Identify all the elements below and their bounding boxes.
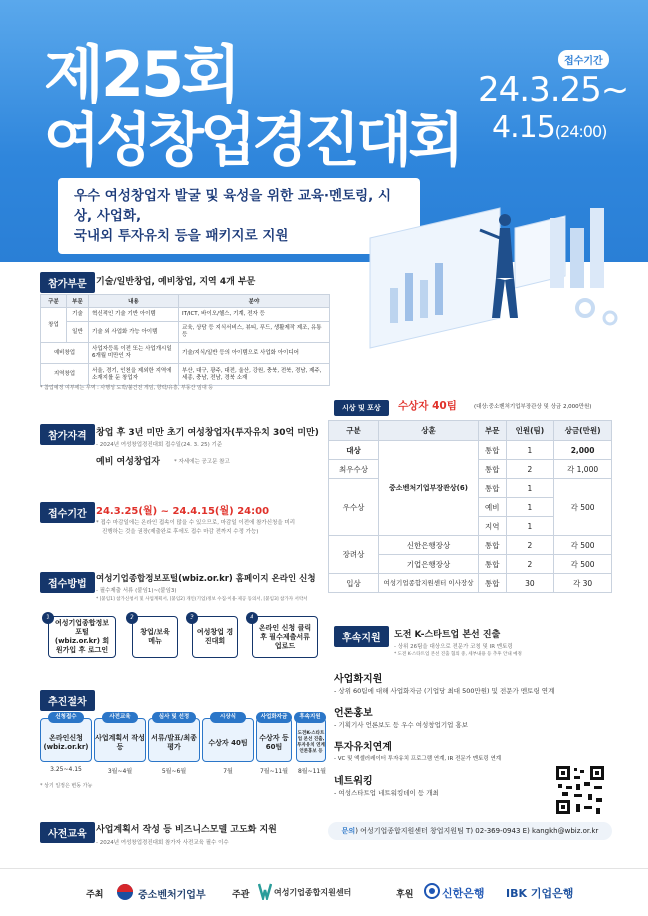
qualification-line1: 창업 후 3년 미만 초기 여성창업자(투자유치 30억 미만) <box>96 428 319 438</box>
table-cell: 각 30 <box>554 574 612 593</box>
table-cell: 통합 <box>479 460 507 479</box>
reception-tag: 접수기간 <box>40 502 95 523</box>
table-cell: 기술/지식/일반 등의 아이템으로 사업화 아이디어 <box>179 343 330 364</box>
followup-section-desc: - 상위 60팀에 대해 사업화자금 (기업당 최대 500만원) 및 전문가 멘토링 연계 <box>334 687 555 695</box>
step-number: 2 <box>126 612 138 624</box>
footer-organizer-label: 주관 <box>232 890 250 900</box>
method-note2: * [붙임1] 참가신청서 및 사업계획서, [붙임2] 개인(기업)정보 수집·이용·제공 동의서, [붙임3] 참가자 서약서 <box>96 597 308 602</box>
footer-host: 중소벤처기업부 <box>138 890 206 901</box>
reception-text: 24.3.25(월) ~ 24.4.15(월) 24:00 <box>96 506 270 517</box>
table-cell: 여성기업종합지원센터 이사장상 <box>379 574 479 593</box>
table-cell: 창업 <box>41 308 67 343</box>
contact-text: 여성기업종합지원센터 창업지원팀 T) 02-369-0943 E) kangkh@wbiz.or.kr <box>360 827 599 835</box>
organizer-logo-icon <box>258 882 272 900</box>
table-cell: 중소벤처기업부장관상(6) <box>379 441 479 536</box>
process-box-tag: 사전교육 <box>102 712 138 723</box>
process-date: 7월~11월 <box>259 768 289 775</box>
followup-section-desc: - 기획기사 언론보도 등 우수 여성창업기업 홍보 <box>334 721 469 729</box>
table-header: 구분 <box>329 421 379 441</box>
table-row <box>41 343 330 364</box>
table-cell: 서울, 경기, 인천을 제외한 지역에 소재지를 둔 창업자 <box>89 364 179 386</box>
footer <box>0 868 648 916</box>
table-cell: 예비 <box>479 498 507 517</box>
table-row <box>41 364 330 386</box>
table-cell: 각 500 <box>554 555 612 574</box>
method-text: 여성기업종합정보포털(wbiz.or.kr) 홈페이지 온라인 신청 <box>96 574 316 584</box>
table-header: 분야 <box>179 295 330 308</box>
process-tag: 추진절차 <box>40 690 95 711</box>
table-cell: 신한은행장상 <box>379 536 479 555</box>
process-box-tag: 심사 및 선정 <box>152 712 196 723</box>
followup-section-title: 투자유치연계 <box>334 742 392 753</box>
table-cell: 통합 <box>479 479 507 498</box>
process-box-tag: 시상식 <box>210 712 246 723</box>
period-end-time: (24:00) <box>554 122 607 141</box>
table-cell: 2 <box>506 536 554 555</box>
table-cell: 30 <box>506 574 554 593</box>
government-logo-icon <box>116 883 134 901</box>
table-cell: 일반 <box>67 322 89 343</box>
followup-section-title: 언론홍보 <box>334 708 373 719</box>
awards-table <box>328 420 612 593</box>
table-row <box>329 441 612 460</box>
process-box: 수상자 40팀 <box>202 718 254 762</box>
presentation-illustration <box>350 168 630 358</box>
hero-title-line1: 제25회 <box>44 38 239 111</box>
method-note1: - 필수제출 서류 (붙임1)~(붙임3) <box>96 588 177 594</box>
contact-label-colon: ) <box>355 827 361 835</box>
process-date: 3월~4월 <box>107 768 133 775</box>
table-row <box>329 536 612 555</box>
table-cell: 통합 <box>479 574 507 593</box>
reception-note1: * 접수 마감일에는 온라인 접속이 많을 수 있으므로, 마감일 이전에 참가신청을 미리 <box>96 520 296 526</box>
table-cell: 최우수상 <box>329 460 379 479</box>
process-note: * 상기 일정은 변동 가능 <box>40 783 93 789</box>
table-cell: 기술 <box>67 308 89 322</box>
participation-tag: 참가부문 <box>40 272 95 293</box>
participation-text: 기술/일반창업, 예비창업, 지역 4개 부문 <box>96 277 256 287</box>
table-cell: 각 500 <box>554 479 612 536</box>
table-cell: 통합 <box>479 441 507 460</box>
step-box: 여성창업 경진대회 <box>192 616 238 658</box>
table-cell: 사업자등록 이전 또는 사업개시일 6개월 미만인 자 <box>89 343 179 364</box>
qr-code-icon[interactable] <box>554 764 606 816</box>
contact-label: 문의 <box>341 827 356 835</box>
period-end-date: 4.15 <box>492 110 555 145</box>
footer-organizer: 여성기업종합지원센터 <box>274 888 352 897</box>
table-cell: 지역 <box>479 517 507 536</box>
step-box: 온라인 신청 클릭 후 필수제출서류 업로드 <box>252 616 318 658</box>
followup-section-desc: - VC 및 액셀러레이터 투자유치 프로그램 연계, IR 전문가 멘토링 연계 <box>334 756 502 762</box>
table-cell: 1 <box>506 441 554 460</box>
period-start: 24.3.25~ <box>478 70 629 110</box>
process-box: 도전K-스타트업 본선 진출, 투자유치 연계 언론홍보 등 <box>296 718 326 762</box>
reception-note2: 진행하는 것을 권장(제출완료 후에도 접수 마감 전까지 수정 가능) <box>102 529 259 535</box>
participation-table <box>40 294 330 386</box>
hero-title-line2: 여성창업경진대회 <box>44 106 461 174</box>
followup-section-title: 네트워킹 <box>334 776 373 787</box>
footer-host-label: 주최 <box>86 890 104 900</box>
table-header: 구분 <box>41 295 67 308</box>
process-box: 사업계획서 작성 등 <box>94 718 146 762</box>
followup-section-title: 사업화지원 <box>334 674 383 685</box>
pre-education-note: - 2024년 여성창업경진대회 참가자 사전교육 필수 이수 <box>96 840 229 846</box>
process-box: 온라인신청 (wbiz.or.kr) <box>40 718 92 762</box>
followup-section-desc: - 여성스타트업 네트워킹데이 등 개최 <box>334 789 439 797</box>
table-header: 부문 <box>67 295 89 308</box>
table-header: 상훈 <box>379 421 479 441</box>
step-number: 4 <box>246 612 258 624</box>
step-number: 3 <box>186 612 198 624</box>
process-date: 7월 <box>223 768 233 775</box>
table-row <box>41 322 330 343</box>
process-box-tag: 사업화자금 <box>256 712 292 723</box>
followup-note1: - 상위 26팀을 대상으로 전문가 코칭 및 IR 멘토링 <box>394 644 513 650</box>
process-box: 수상자 등 60팀 <box>256 718 292 762</box>
table-row <box>329 574 612 593</box>
table-cell: 지역창업 <box>41 364 89 386</box>
table-cell: 장려상 <box>329 536 379 574</box>
pre-education-text: 사업계획서 작성 등 비즈니스모델 고도화 지원 <box>96 825 277 835</box>
qualification-tag: 참가자격 <box>40 424 95 445</box>
footer-sponsor1: 신한은행 <box>442 887 485 900</box>
table-cell: 1 <box>506 479 554 498</box>
process-date: 3.25~4.15 <box>50 766 82 773</box>
table-cell: 기업은행장상 <box>379 555 479 574</box>
pre-education-tag: 사전교육 <box>40 822 95 843</box>
table-header-row <box>329 421 612 441</box>
subtitle-line2: 국내외 투자유치 등을 패키지로 지원 <box>74 228 289 244</box>
table-row <box>41 308 330 322</box>
footer-sponsor2: IBK 기업은행 <box>506 887 574 900</box>
table-header: 부문 <box>479 421 507 441</box>
table-cell: 1 <box>506 517 554 536</box>
process-date: 8월~11월 <box>297 768 327 775</box>
qualification-line1-note: - 2024년 여성창업경진대회 접수일(24. 3. 25) 기준 <box>96 442 223 448</box>
followup-headline: 도전 K-스타트업 본선 진출 <box>394 630 501 640</box>
table-cell: 2 <box>506 460 554 479</box>
table-cell: 2,000 <box>554 441 612 460</box>
method-tag: 접수방법 <box>40 572 95 593</box>
table-cell: 교육, 상담 등 지식서비스, 뷰티, 푸드, 생활제작 제조, 유통 등 <box>179 322 330 343</box>
table-cell: 통합 <box>479 555 507 574</box>
subtitle-line1: 우수 여성창업자 발굴 및 육성을 위한 교육·멘토링, 시상, 사업화, <box>74 188 392 224</box>
table-cell: 혁신적인 기술 기반 아이템 <box>89 308 179 322</box>
participation-note: * 참업예정 여부에는 무역 : 사행성 도박/불건전 게임, 향락/유흥, 부동산 임대 등 <box>40 385 214 391</box>
table-header: 인원(팀) <box>506 421 554 441</box>
table-header: 내용 <box>89 295 179 308</box>
shinhan-logo-icon <box>424 883 440 899</box>
step-box: 여성기업종합정보포털 (wbiz.or.kr) 회원가입 후 로그인 <box>48 616 116 658</box>
footer-sponsor-label: 후원 <box>396 890 414 900</box>
table-cell: 부산, 대구, 광주, 대전, 울산, 강원, 충북, 전북, 경남, 제주, 세종, 충남, 전남, 경북 소재 <box>179 364 330 386</box>
table-cell: 2 <box>506 555 554 574</box>
process-box-tag: 후속지원 <box>294 712 326 723</box>
table-cell: 각 500 <box>554 536 612 555</box>
step-number: 1 <box>42 612 54 624</box>
awards-headline-note: (대상:중소벤처기업부장관상 및 상금 2,000만원) <box>474 404 592 410</box>
table-header-row <box>41 295 330 308</box>
period-end <box>492 110 606 145</box>
awards-headline: 수상자 40팀 <box>398 400 457 412</box>
table-cell: 예비창업 <box>41 343 89 364</box>
step-box: 창업/보육 메뉴 <box>132 616 178 658</box>
table-cell: 각 1,000 <box>554 460 612 479</box>
process-box-tag: 신청접수 <box>48 712 84 723</box>
table-cell: 대상 <box>329 441 379 460</box>
table-cell: IT/ICT, 바이오/헬스, 기계, 전자 등 <box>179 308 330 322</box>
qualification-line2-note: * 자세에는 공고문 참고 <box>174 459 230 465</box>
followup-note2: * 도전 K-스타트업 본선 진출 협의 중, 세부내용 등 추후 안내 예정 <box>394 652 522 657</box>
table-cell: 기술 외 사업화 가능 아이템 <box>89 322 179 343</box>
contact-bar <box>328 822 612 840</box>
table-header: 상금(만원) <box>554 421 612 441</box>
table-cell: 우수상 <box>329 479 379 536</box>
followup-tag: 후속지원 <box>334 626 389 647</box>
awards-tag: 시상 및 포상 <box>334 400 389 416</box>
qualification-line2: 예비 여성창업자 <box>96 457 160 467</box>
process-date: 5월~6월 <box>161 768 187 775</box>
table-cell: 입상 <box>329 574 379 593</box>
table-cell: 1 <box>506 498 554 517</box>
process-box: 서류/발표/최종평가 <box>148 718 200 762</box>
period-badge: 접수기간 <box>558 50 609 69</box>
table-cell: 통합 <box>479 536 507 555</box>
